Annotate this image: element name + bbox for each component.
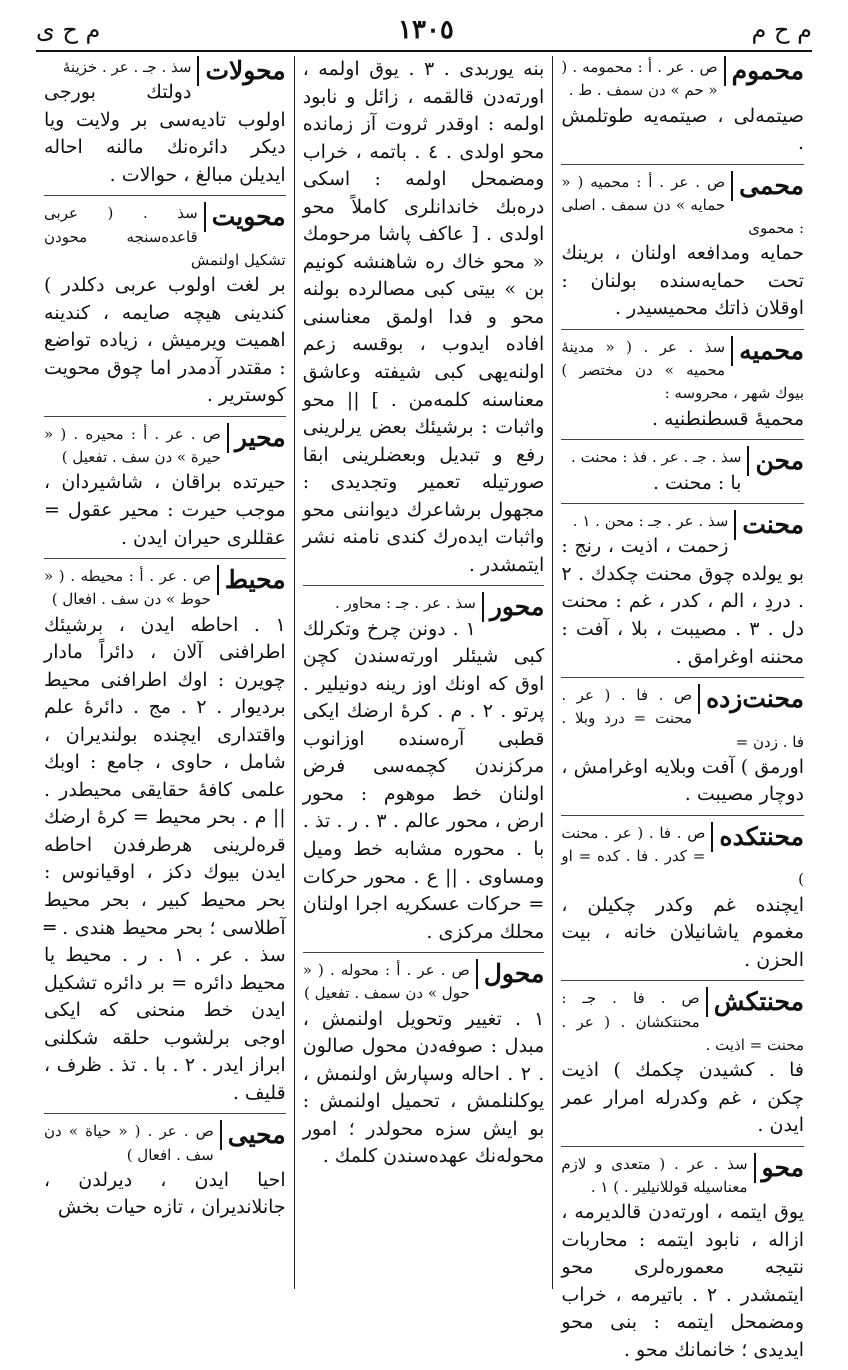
entry-headword: محیر bbox=[227, 423, 286, 453]
entry-headword: محمی bbox=[731, 171, 804, 201]
dictionary-entry bbox=[44, 56, 286, 196]
entry-grammar-note: ص . عر . أ : محمیه ( « حمایه » دن سمف . اصلی : محموی bbox=[561, 172, 804, 238]
dictionary-entry bbox=[561, 684, 804, 816]
dictionary-entry bbox=[561, 56, 804, 165]
entry-headword: محولات bbox=[197, 56, 285, 86]
header-left-letters: م ح ى bbox=[36, 16, 101, 44]
entry-grammar-note: ص . عر . ( « حیاة » دن سف . افعال ) bbox=[44, 1122, 214, 1164]
entry-headword: محویت bbox=[204, 202, 286, 232]
entry-definition: یوق ایتمه ، اورته‌دن قالدیرمه ، ازاله ، نابود ایتمه : محاربات نتیجه معموره‌لری محو ایتمشدر . ٢ . باتیرمه ، خراب ومضمحل ایتمه : بنی محو ایدیدی ؛ خانمانك محو . bbox=[561, 1201, 804, 1361]
entry-definition: ١ . دونن چرخ وتکرلك کبی شیئلر اورته‌سندن کچن اوق که اونك اوز رینه دونیلیر . پرتو . ٢ . م . کرهٔ ارضك ایکی قطبی آره‌سنده اوزانوب مرکزندن کچمه‌سی فرض اولنان خط موهوم : محور ارض ، محور عالم . ٣ . ر . تذ . با . محوره مشابه خط ومیل ومساوی . || ع . محور حرکات = حرکات عسکریه اجرا اولنان محلك مرکزی . bbox=[302, 617, 545, 943]
entry-headword: محیی bbox=[220, 1120, 286, 1150]
entry-headword: محو bbox=[754, 1153, 804, 1183]
entry-grammar-note: سذ . عر . جـ : محاور . bbox=[334, 594, 476, 613]
entry-headword: محموم bbox=[724, 56, 804, 86]
header-rule bbox=[36, 50, 812, 52]
entry-definition: حیرتده براقان ، شاشیردان ، موجب حیرت : محیر عقول = عقللری حیران ایدن . bbox=[44, 471, 286, 549]
entry-headword: محیط bbox=[217, 565, 286, 595]
dictionary-entry bbox=[561, 336, 804, 440]
entry-definition: با : محنت . bbox=[652, 471, 742, 494]
entry-definition: حمایه ومدافعه اولنان ، برینك تحت حمایه‌سنده بولنان : اوقلان ذاتك محمیسیدر . bbox=[561, 242, 804, 320]
dictionary-entry bbox=[303, 56, 545, 586]
entry-definition: بر لغت اولوب عربی دکلدر ) کندینی هیچه صایمه ، کندینه اهمیت ویرمیش ، زیاده تواضع : مقتدر آدمدر اما چوق محویت کوستریر . bbox=[44, 274, 286, 407]
dictionary-entry bbox=[561, 822, 804, 981]
dictionary-entry bbox=[561, 510, 804, 678]
dictionary-entry bbox=[44, 565, 286, 1114]
entry-grammar-note: سذ . جـ . عر . خزینهٔ bbox=[62, 58, 192, 76]
dictionary-entry bbox=[561, 1153, 804, 1370]
entry-definition: صیتمه‌لی ، صیتمه‌یه طوتلمش . bbox=[561, 104, 804, 155]
entry-grammar-note: ص . فا . ( عر . محنت = درد وبلا . فا . زدن = bbox=[561, 686, 804, 751]
entry-grammar-note: ص . عر . أ : محوله . ( « حول » دن سمف . تفعیل ) bbox=[302, 961, 470, 1003]
entry-grammar-note: سذ . عر . جـ : محن . ١ . bbox=[572, 512, 729, 531]
entry-headword: محنت‌زده bbox=[698, 684, 804, 714]
column-3 bbox=[36, 56, 295, 1289]
entry-grammar-note: سذ . ( عربی قاعده‌سنجه محودن تشکیل اولنمش bbox=[44, 204, 286, 269]
entry-definition: احیا ایدن ، دیرلدن ، جانلاندیران ، تازه حیات بخش bbox=[44, 1168, 286, 1219]
entry-headword: محنتکش bbox=[706, 987, 804, 1017]
page-number: ١٣٠٥ bbox=[398, 15, 454, 45]
entry-headword: محنت bbox=[734, 510, 804, 540]
entry-grammar-note: ص . عر . أ : محمومه . ( « حم » دن سمف . ط . bbox=[561, 58, 718, 100]
dictionary-entry bbox=[44, 1120, 286, 1228]
entry-grammar-note: ص . عر . أ : محیره . ( « حیرة » دن سف . تفعیل ) bbox=[44, 424, 221, 467]
column-2 bbox=[295, 56, 554, 1289]
dictionary-entry bbox=[561, 171, 804, 330]
dictionary-entry bbox=[303, 592, 545, 953]
dictionary-entry bbox=[303, 959, 545, 1177]
header-right-letters: م ح م bbox=[751, 16, 812, 44]
page-header bbox=[36, 12, 812, 48]
entry-headword: محول bbox=[476, 959, 545, 989]
entry-definition: ١ . احاطه ایدن ، برشیئك اطرافنی آلان ، دائراً مادار چویرن : اوك اطرافنی محیط بردیوار . ٢ . مج . دائرهٔ علم واقتداری ایچنده بولندیران ، شامل ، حاوی ، جامع : اوبك علمی کافهٔ حقایقی محیطدر . || م . بحر محیط = کرهٔ ارضك قره‌لرینی هرطرفدن احاطه ایدن بیوك دکز ، اوقیانوس : بحر محیط کبیر ، بحر محیط آطلاسی ؛ بحر محیط هندی . ═ سذ . عر . ١ . ر . محیط یا محیط دائره = بر دائره تشکیل ایدن خط منحنی که ایکی اوجی برلشوب حلقه شکلنی ابراز ایدر . ٢ . با . تذ . ظرف ، قلیف . bbox=[44, 613, 286, 1104]
entry-definition: ایچنده غم وکدر چکیلن ، مغموم یاشانیلان خانه ، بیت الحزن . bbox=[561, 893, 804, 971]
dictionary-entry bbox=[561, 987, 804, 1146]
dictionary-entry bbox=[44, 423, 286, 559]
entry-grammar-note: سذ . جـ . عر . فذ : محنت . bbox=[571, 448, 742, 467]
entry-definition: فا . کشیدن چکمك ) اذیت چکن ، غم وکدرله امرار عمر ایدن . bbox=[561, 1059, 804, 1137]
entry-definition: محمیهٔ قسطنطنیه . bbox=[651, 407, 804, 430]
entry-headword: محنتکده bbox=[711, 822, 804, 852]
entry-headword: محن bbox=[747, 446, 804, 476]
entry-grammar-note: ص . عر . أ : محیطه . ( « حوط » دن سف . افعال ) bbox=[44, 567, 211, 609]
entry-headword: محمیه bbox=[731, 336, 804, 366]
entry-grammar-note: سذ . عر . ( متعدی و لازم معناسیله قوللانیلیر . ) ١ . bbox=[561, 1154, 748, 1196]
entry-definition: دولتك بورجی اولوب تادیه‌سی بر ولایت ویا دیکر دائره‌نك مالنه احاله ایدیلن مبالغ ، حوالات . bbox=[44, 81, 286, 186]
entry-definition: ١ . تغییر وتحویل اولنمش ، مبدل : صوفه‌دن محول صالون . ٢ . احاله وسپارش اولنمش ، یوکلنلمش ، تحمیل اولنمش : بو ایش سزه محولدر ؛ امور محوله‌نك عهده‌سندن کلمك . bbox=[302, 1007, 545, 1168]
entry-grammar-note: ص . فا . جـ : محنتکشان . ( عر . محنت = اذیت . bbox=[561, 989, 804, 1054]
entry-definition: زحمت ، اذیت ، رنج : بو یولده چوق محنت چکدك . ٢ . دردِ ، الم ، کدر ، غم : محنت دل . ٣ . مصیبت ، بلا ، آفت : محننه اوغرامق . bbox=[561, 535, 804, 668]
entry-headword: محور bbox=[482, 592, 545, 622]
column-1 bbox=[553, 56, 812, 1361]
dictionary-entry bbox=[44, 202, 286, 416]
entry-definition: بنه یوربدی . ٣ . یوق اولمه ، اورته‌دن قالقمه ، زائل و نابود اولمه : اوقدر ثروت آز زمانده محو اولدی . ٤ . باتمه ، خراب ومضمحل اولمه : اسکی دره‌بك خاندانلری کاملاً محو اولدی . [ عاکف پاشا مرحومك « محو خاك ره شاهنشه کونیم بن » بیتی کبی مصالرده بولنه محو و فدا اولمق معناسنی افاده ایدوب ، بوقسه زعم اولنه‌یهی کبی شیفته وعاشق معناسنه کلمه‌من . ] || محو واثبات : برشیئك بعض یرلرینی رفع و تبدیل وبعضلرینی ابقا صورتیله تعمیر وتجدیدی : مجهول برشاعرك دیواننی محو واثبات ایده‌رك کندی نامنه نشر ایتمشدر . bbox=[302, 58, 545, 576]
dictionary-entry bbox=[561, 446, 804, 504]
entry-grammar-note: ص . فا . ( عر . محنت = کدر . فا . کده = او ) bbox=[561, 823, 804, 889]
entry-grammar-note: سذ . عر . ( « مدینهٔ محمیه » دن مختصر ) بیوك شهر ، محروسه : bbox=[561, 337, 804, 403]
entry-definition: اورمق ) آفت وبلایه اوغرامش ، دوچار مصیبت . bbox=[561, 755, 804, 806]
columns-container bbox=[36, 56, 812, 1361]
